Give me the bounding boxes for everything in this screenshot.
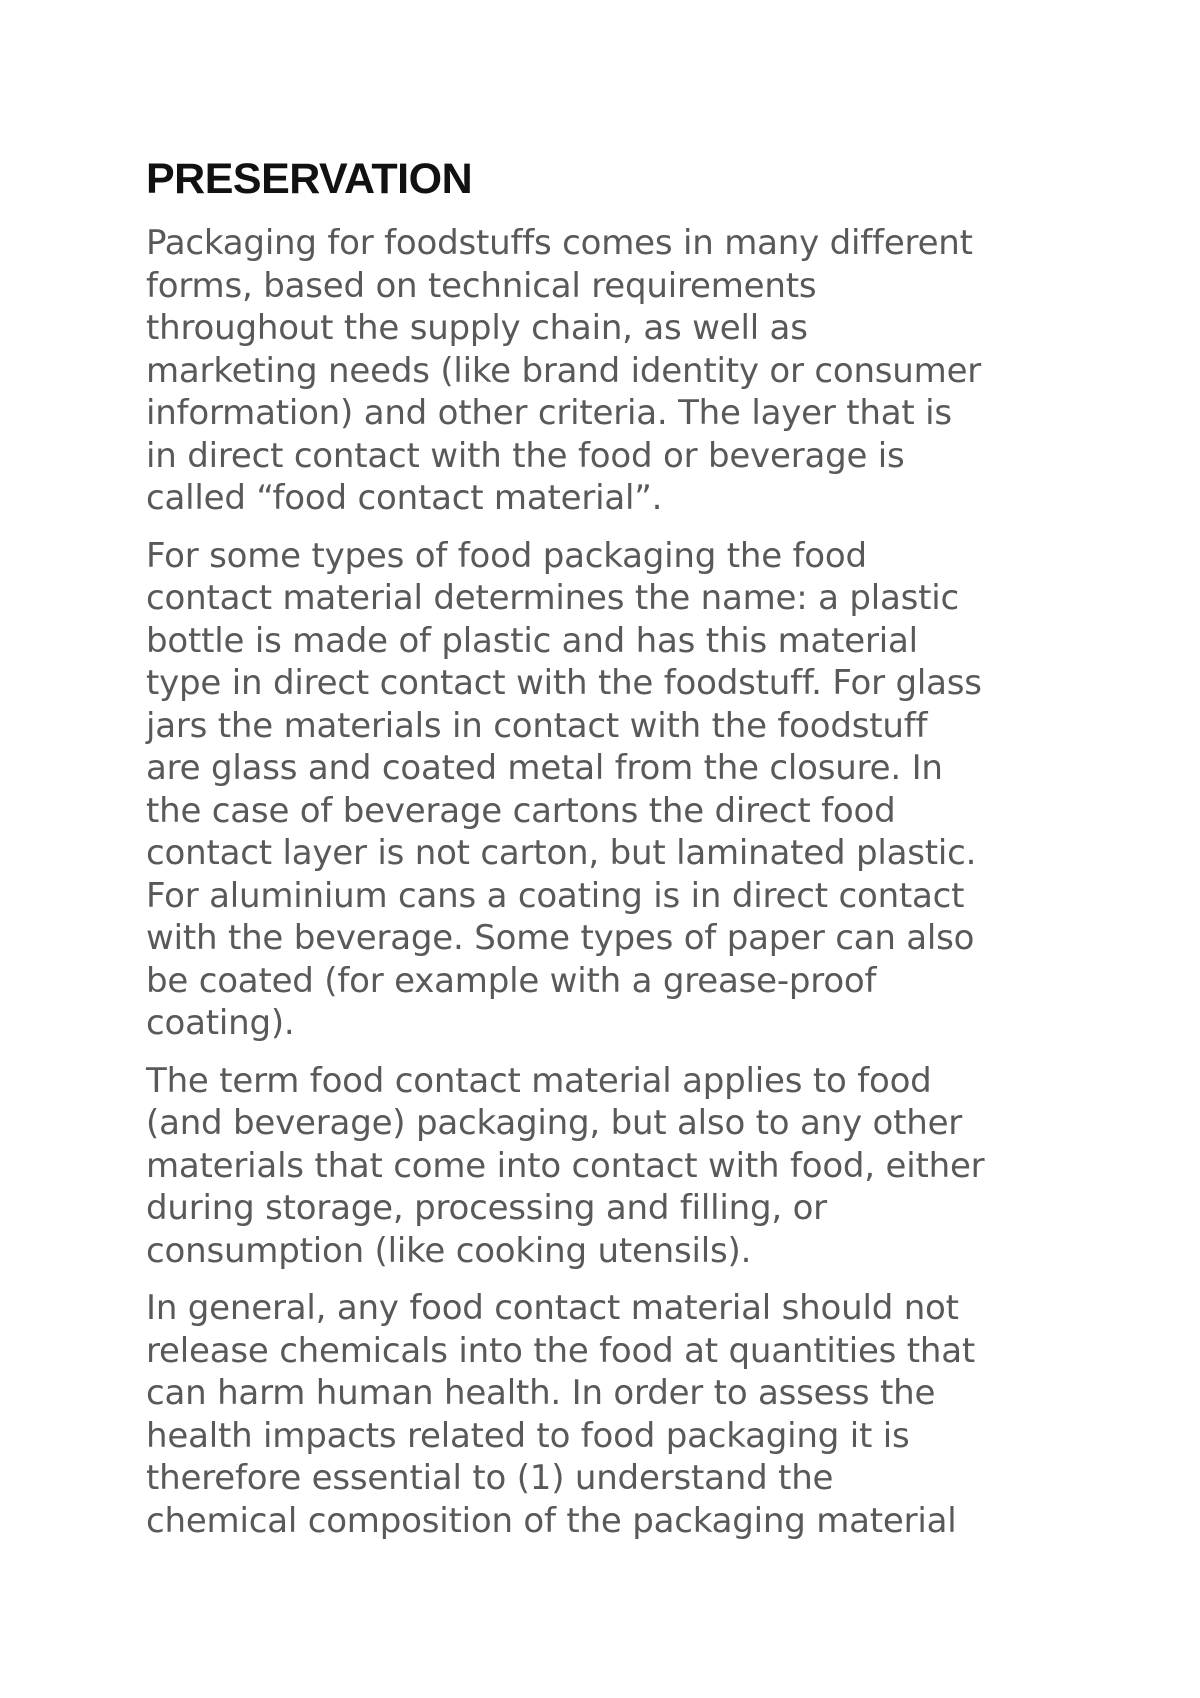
body-text: [146, 222, 1086, 1542]
text-line: the case of beverage cartons the direct food: [146, 790, 896, 831]
text-line: jars the materials in contact with the foodstuff: [146, 705, 928, 746]
text-line: health impacts related to food packaging it is: [146, 1415, 910, 1456]
text-line: (and beverage) packaging, but also to any other: [146, 1103, 963, 1143]
text-line: called “food contact material”.: [146, 478, 663, 518]
text-line: The term food contact material applies to food: [146, 1060, 932, 1101]
text-line: forms, based on technical requirements: [146, 265, 817, 306]
text-line: throughout the supply chain, as well as: [146, 308, 808, 348]
text-line: contact layer is not carton, but laminated plastic.: [146, 833, 977, 873]
text-line: contact material determines the name: a plastic: [146, 578, 960, 618]
text-line: type in direct contact with the foodstuff. For glass: [146, 663, 982, 703]
text-line: chemical composition of the packaging material: [146, 1500, 957, 1541]
text-line: materials that come into contact with food, either: [146, 1145, 985, 1186]
section-heading: PRESERVATION: [146, 155, 473, 203]
text-line: with the beverage. Some types of paper can also: [146, 918, 975, 958]
text-line: consumption (like cooking utensils).: [146, 1230, 752, 1271]
text-line: For aluminium cans a coating is in direct contact: [146, 875, 965, 916]
text-line: In general, any food contact material should not: [146, 1288, 959, 1328]
text-line: For some types of food packaging the food: [146, 535, 867, 576]
text-line: coating).: [146, 1003, 295, 1043]
paragraph: [146, 535, 1086, 1045]
text-line: information) and other criteria. The layer that is: [146, 393, 952, 433]
text-line: are glass and coated metal from the closure. In: [146, 748, 943, 788]
text-line: therefore essential to (1) understand the: [146, 1458, 834, 1498]
document-page: [146, 150, 1086, 1557]
text-line: during storage, processing and filling, or: [146, 1188, 827, 1228]
text-line: Packaging for foodstuffs comes in many different: [146, 223, 973, 263]
text-line: in direct contact with the food or beverage is: [146, 435, 905, 476]
paragraph: [146, 222, 1086, 520]
text-line: marketing needs (like brand identity or consumer: [146, 350, 982, 391]
text-line: release chemicals into the food at quantities that: [146, 1330, 976, 1371]
text-line: can harm human health. In order to assess the: [146, 1373, 936, 1413]
paragraph: [146, 1287, 1086, 1542]
paragraph: [146, 1060, 1086, 1273]
text-line: be coated (for example with a grease-proof: [146, 960, 877, 1001]
text-line: bottle is made of plastic and has this material: [146, 620, 918, 661]
